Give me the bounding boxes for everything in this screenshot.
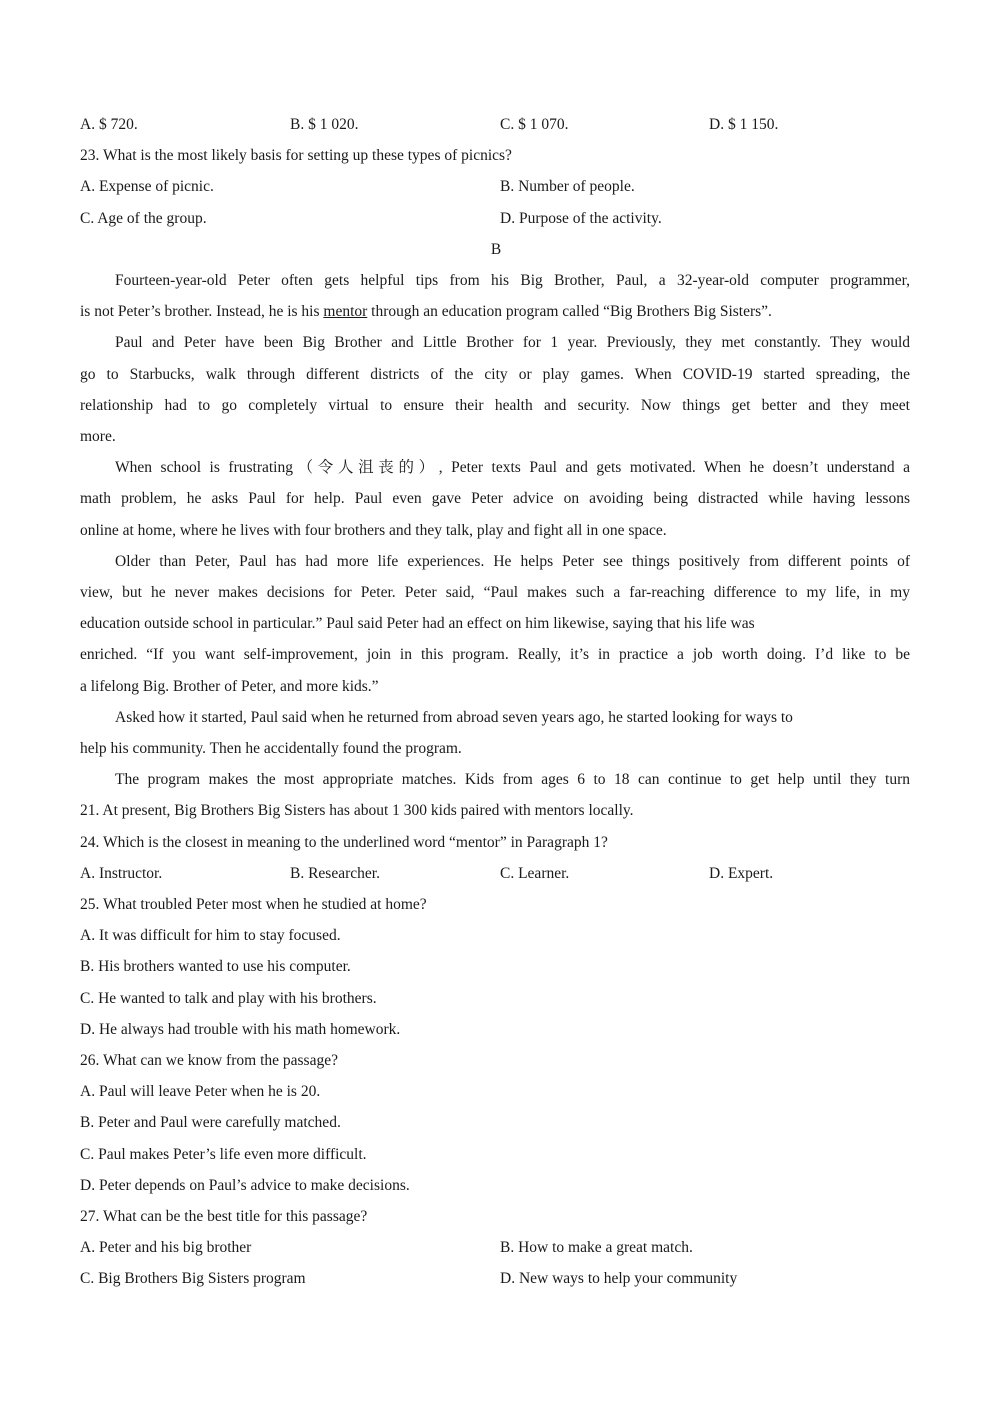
q26-option-b: B. Peter and Paul were carefully matched. — [80, 1114, 341, 1131]
paragraph-3-line-2: math problem, he asks Paul for help. Paul even gave Peter advice on avoiding being distracted while having lessons — [80, 490, 910, 507]
paragraph-2-line-2: go to Starbucks, walk through different districts of the city or play games. When COVID-19 started spreading, the — [80, 366, 910, 383]
q23-option-c: C. Age of the group. — [80, 210, 207, 227]
paragraph-1-line-2 — [80, 302, 910, 322]
q24-option-b: B. Researcher. — [290, 865, 380, 882]
q22-option-a: A. $ 720. — [80, 116, 138, 133]
q26-option-d: D. Peter depends on Paul’s advice to make decisions. — [80, 1177, 410, 1194]
paragraph-2-line-4: more. — [80, 428, 116, 445]
q24-option-a: A. Instructor. — [80, 865, 163, 882]
q26-option-a: A. Paul will leave Peter when he is 20. — [80, 1083, 321, 1100]
paragraph-4-line-5: a lifelong Big. Brother of Peter, and more kids.” — [80, 678, 379, 695]
text-segment: is not Peter’s brother. Instead, he is his — [80, 303, 324, 320]
paragraph-4-line-3: education outside school in particular.” Paul said Peter had an effect on him likewise, saying that his life was — [80, 615, 755, 632]
underlined-word-mentor: mentor — [323, 303, 368, 320]
paragraph-4-line-1: Older than Peter, Paul has had more life experiences. He helps Peter see things positively from different points of — [115, 553, 910, 570]
q22-option-b: B. $ 1 020. — [290, 116, 359, 133]
q27-option-d: D. New ways to help your community — [500, 1270, 738, 1287]
q23-question: 23. What is the most likely basis for setting up these types of picnics? — [80, 147, 512, 164]
text-segment: through an education program called “Big Brothers Big Sisters”. — [367, 303, 772, 320]
paragraph-6-line-1: The program makes the most appropriate matches. Kids from ages 6 to 18 can continue to get help until they turn — [115, 771, 910, 788]
q27-option-b: B. How to make a great match. — [500, 1239, 693, 1256]
q26-option-c: C. Paul makes Peter’s life even more difficult. — [80, 1146, 367, 1163]
q25-option-d: D. He always had trouble with his math homework. — [80, 1021, 401, 1038]
paragraph-6-line-2: 21. At present, Big Brothers Big Sisters has about 1 300 kids paired with mentors locally. — [80, 802, 634, 819]
paragraph-1-line-1: Fourteen-year-old Peter often gets helpful tips from his Big Brother, Paul, a 32-year-old computer programmer, — [115, 272, 910, 289]
paragraph-4-line-2: view, but he never makes decisions for Peter. Peter said, “Paul makes such a far-reaching difference to my life, in my — [80, 584, 910, 601]
q22-option-d: D. $ 1 150. — [709, 116, 779, 133]
q23-option-d: D. Purpose of the activity. — [500, 210, 662, 227]
q27-option-c: C. Big Brothers Big Sisters program — [80, 1270, 306, 1287]
q23-option-b: B. Number of people. — [500, 178, 635, 195]
paragraph-2-line-3: relationship had to go completely virtual to ensure their health and security. Now things get better and they meet — [80, 397, 910, 414]
q27-question: 27. What can be the best title for this passage? — [80, 1208, 368, 1225]
paragraph-5-line-1: Asked how it started, Paul said when he returned from abroad seven years ago, he started looking for ways to — [115, 709, 793, 726]
q26-question: 26. What can we know from the passage? — [80, 1052, 338, 1069]
q24-question: 24. Which is the closest in meaning to the underlined word “mentor” in Paragraph 1? — [80, 834, 608, 851]
q24-option-c: C. Learner. — [500, 865, 570, 882]
q24-option-d: D. Expert. — [709, 865, 774, 882]
q25-option-a: A. It was difficult for him to stay focused. — [80, 927, 341, 944]
q25-question: 25. What troubled Peter most when he studied at home? — [80, 896, 427, 913]
q22-option-c: C. $ 1 070. — [500, 116, 569, 133]
paragraph-3-line-1: When school is frustrating（令人沮丧的）, Peter texts Paul and gets motivated. When he doesn’t understand a — [115, 459, 910, 476]
q27-option-a: A. Peter and his big brother — [80, 1239, 252, 1256]
paragraph-2-line-1: Paul and Peter have been Big Brother and Little Brother for 1 year. Previously, they met constantly. They would — [115, 334, 910, 351]
q25-option-c: C. He wanted to talk and play with his brothers. — [80, 990, 377, 1007]
paragraph-4-line-4: enriched. “If you want self-improvement, join in this program. Really, it’s in practice a job worth doing. I’d like to be — [80, 646, 910, 663]
paragraph-3-line-3: online at home, where he lives with four brothers and they talk, play and fight all in one space. — [80, 522, 667, 539]
q23-option-a: A. Expense of picnic. — [80, 178, 214, 195]
q25-option-b: B. His brothers wanted to use his computer. — [80, 958, 351, 975]
section-label: B — [490, 241, 502, 258]
paragraph-5-line-2: help his community. Then he accidentally found the program. — [80, 740, 462, 757]
